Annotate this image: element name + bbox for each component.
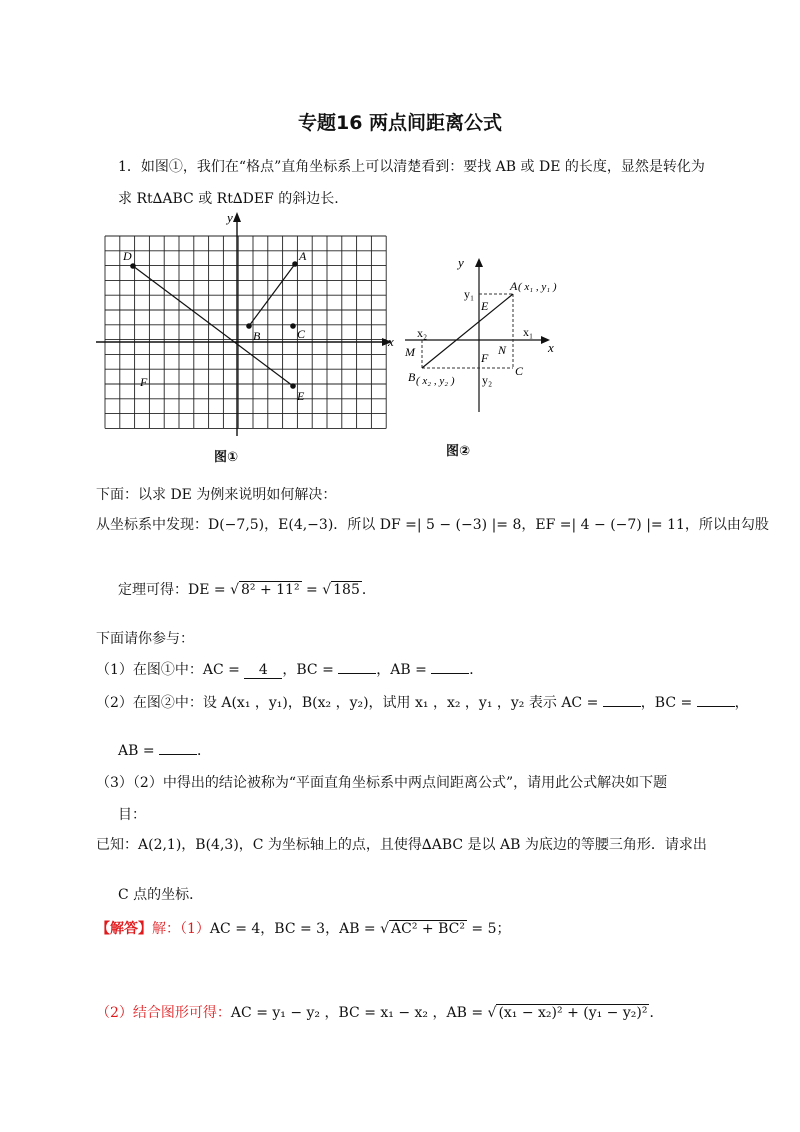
- answer-part-2: （2）结合图形可得：AC = y₁ − y₂ ，BC = x₁ − x₂ ，AB = √ (x₁ − x₂)² + (y₁ − y₂)² ．: [96, 1005, 664, 1021]
- fig1-y-arrow: [233, 212, 241, 222]
- fig2-label-E: E: [481, 299, 489, 313]
- point-B: [246, 323, 252, 329]
- paragraph-coordinates: 从坐标系中发现：D(−7,5)，E(4,−3)．所以 DF =| 5 − (−3) |= 8，EF =| 4 − (−7) |= 11，所以由勾股: [96, 517, 769, 533]
- fig2-label-A: A: [510, 279, 518, 293]
- fig2-label-y2: y₂: [482, 373, 493, 387]
- fig2-label-B: B: [408, 370, 416, 384]
- fig2-label-B-coords: ( x₂ , y₂ ): [416, 375, 455, 387]
- answer-blank-BC[interactable]: [338, 673, 376, 674]
- segment-DE: [133, 266, 293, 386]
- fig1-label-x: x: [388, 334, 394, 349]
- answer-blank-AB[interactable]: [431, 673, 469, 674]
- answer-part-1: 【解答】解：（1）AC = 4，BC = 3，AB = √ AC² + BC² = 5；: [96, 921, 511, 937]
- figure-2-diagram: [400, 252, 560, 417]
- figure-1-grid-graph: [96, 208, 396, 468]
- answer-blank-BC-2[interactable]: [697, 706, 735, 707]
- fig2-label-x1: x₁: [523, 325, 534, 339]
- question-part-3-line-2: 目：: [118, 807, 146, 823]
- fig2-y-arrow: [475, 258, 483, 267]
- point-C: [290, 323, 296, 329]
- fig2-label-y1: y₁: [464, 287, 475, 301]
- figure-2-caption: 图②: [446, 444, 471, 459]
- point-A: [292, 261, 298, 267]
- fig1-label-F: F: [140, 375, 148, 389]
- question-1-line-1: 1．如图①，我们在“格点”直角坐标系上可以清楚看到：要找 AB 或 DE 的长度，显然是转化为: [118, 159, 705, 175]
- fig2-label-F: F: [481, 351, 489, 365]
- fig2-label-x2: x₂: [417, 326, 428, 340]
- fig1-label-D: D: [123, 249, 132, 263]
- answer-tag: 【解答】: [96, 921, 152, 937]
- question-part-2-ab: AB = ．: [118, 743, 212, 759]
- figure-1-caption: 图①: [214, 450, 239, 465]
- fig1-label-E: E: [297, 389, 305, 403]
- answer-blank-AC-2[interactable]: [603, 706, 641, 707]
- page-title: 专题16 两点间距离公式: [297, 112, 503, 134]
- question-part-3-line-1: （3）（2）中得出的结论被称为“平面直角坐标系中两点间距离公式”，请用此公式解决如下题: [96, 775, 668, 791]
- fig2-label-y: y: [458, 255, 464, 270]
- point-E: [290, 383, 296, 389]
- paragraph-your-turn: 下面请你参与：: [96, 631, 194, 647]
- fig2-label-A-coords: ( x₁ , y₁ ): [518, 281, 557, 293]
- answer-blank-AC[interactable]: 4: [244, 662, 282, 679]
- fig2-label-N: N: [498, 343, 507, 357]
- fig1-label-A: A: [299, 249, 307, 263]
- fig1-label-C: C: [297, 327, 306, 341]
- fig1-label-y: y: [227, 210, 233, 225]
- question-part-3-line-3: 已知：A(2,1)，B(4,3)，C 为坐标轴上的点，且使得∆ABC 是以 AB 为底边的等腰三角形．请求出: [96, 837, 707, 853]
- fig1-label-B: B: [253, 329, 261, 343]
- question-1-line-2: 求 Rt∆ABC 或 Rt∆DEF 的斜边长.: [118, 191, 339, 207]
- question-part-3-line-4: C 点的坐标．: [118, 887, 204, 903]
- paragraph-example-intro: 下面：以求 DE 为例来说明如何解决：: [96, 487, 337, 503]
- fig2-label-M: M: [405, 345, 415, 359]
- question-part-2: （2）在图②中：设 A(x₁ ，y₁)，B(x₂ ，y₂)，试用 x₁ ，x₂ ，y₁ ，y₂ 表示 AC = ，BC = ，: [96, 695, 749, 711]
- fig2-label-C: C: [515, 364, 524, 378]
- point-D: [130, 263, 136, 269]
- answer-blank-AB-2[interactable]: [159, 754, 197, 755]
- question-part-1: （1）在图①中：AC = 4 ，BC = ，AB = ．: [96, 662, 484, 678]
- paragraph-pythagoras: 定理可得：DE = √ 8² + 11² = √ 185 ．: [118, 582, 376, 598]
- fig2-label-x: x: [548, 340, 554, 355]
